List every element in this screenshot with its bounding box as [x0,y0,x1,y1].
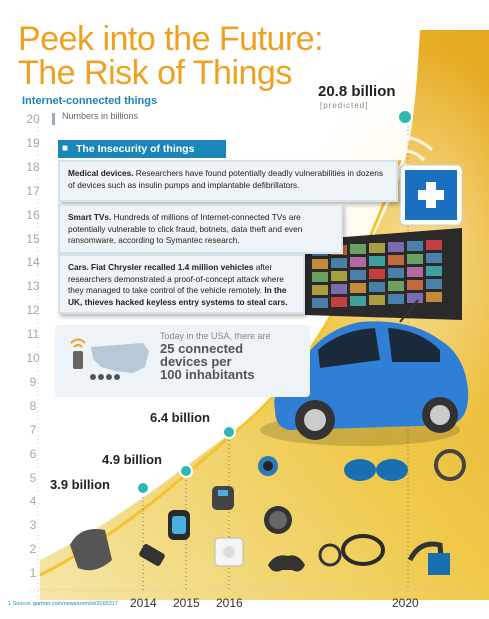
y-tick-label: 16 [26,207,40,222]
predicted-note: [predicted] [320,101,369,110]
tablet-medical-icon [400,165,462,225]
thermostat-icon [264,506,292,534]
wifi-small-icon [71,340,85,348]
y-tick-label: 6 [29,446,37,461]
card-cars [58,254,305,314]
y-tick-label: 13 [26,279,40,294]
y-tick-label: 15 [26,231,40,246]
smartwatch-icon [168,510,190,540]
y-tick-label: 7 [29,422,37,437]
y-tick-label: 1 [29,566,37,581]
card-medical-devices [58,160,398,202]
title-line-1: Peek into the Future: [18,20,324,58]
y-tick-label: 18 [26,159,40,174]
card-smart-tvs [58,204,343,254]
card-body: Researchers have found potentially deadly vulnerabilities in dozens of devices such as insulin pumps and implantable defibrillators. [68,168,384,190]
milestone-marker-2014 [137,482,149,494]
year-2020: 2020 [392,596,419,610]
y-tick-label: 10 [26,351,40,365]
y-tick-label: 4 [29,494,37,509]
usa-stat-small: Today in the USA, there are [160,331,271,341]
card-body: Hundreds of millions of Internet-connected TVs are potentially vulnerable to click fraud, botnets, data theft and even ransomware, according to Symantec research. [68,212,303,245]
insecurity-heading-text: The Insecurity of things [76,143,195,155]
source-note: 1 Source: gartner.com/newsroom/id/3165317 [8,601,118,607]
milestone-marker-2016 [223,426,235,438]
y-tick-label: 12 [26,303,40,318]
y-tick-label: 9 [29,374,37,389]
lock-icon: ■ [62,143,69,154]
title-line-2: The Risk of Things [18,54,292,92]
card-lead: Smart TVs. [68,212,112,222]
milestone-marker-2020 [398,110,412,124]
smart-plug-icon [215,538,243,566]
usa-stat-line-1: 25 connected [160,341,244,356]
y-tick-label: 20 [26,112,40,126]
year-2014: 2014 [130,596,157,610]
y-tick-label: 8 [29,398,37,413]
milestone-marker-2015 [180,465,192,477]
card-lead: Medical devices. [68,168,134,178]
milestone-label-2020: 20.8 billion [318,83,396,100]
year-2016: 2016 [216,596,243,610]
camera-icon [258,456,278,476]
y-axis-legend: Numbers in billions [62,111,139,121]
sign-icon [428,553,450,575]
card-lead: Cars. Fiat Chrysler recalled 1.4 million vehicles [68,262,254,272]
chart-subtitle: Internet-connected things [22,95,158,107]
usa-map-icon [63,333,153,389]
milestone-label-2015: 4.9 billion [102,452,162,467]
milestone-label-2014: 3.9 billion [50,477,110,492]
y-tick-label: 19 [26,135,40,150]
y-tick-label: 11 [26,327,40,342]
card-body: after researchers demonstrated a proof-of-concept attack where they managed to take control of the vehicle remotely. [68,262,284,295]
card-tail: In the UK, thieves hacked keyless entry systems to steal cars. [68,285,288,307]
small-gadget-icon [212,486,234,510]
year-2015: 2015 [173,596,200,610]
y-tick-label: 17 [26,183,40,198]
legend-bar [52,113,55,125]
page-title [18,22,323,90]
y-tick-label: 3 [29,518,37,533]
usa-stat-line-3: 100 inhabitants [160,367,255,382]
y-tick-label: 5 [29,470,37,485]
usa-stat-line-2: devices per [160,354,232,369]
insecurity-heading [58,140,226,158]
milestone-label-2016: 6.4 billion [150,410,210,425]
usa-stat-big [160,342,255,381]
y-tick-label: 14 [26,255,40,270]
y-tick-label: 2 [29,542,37,557]
